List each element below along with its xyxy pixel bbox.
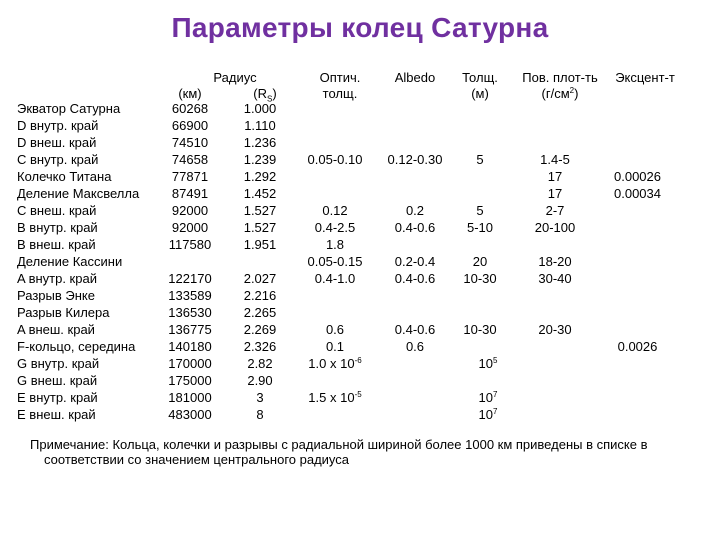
cell-rs: 2.82 — [247, 356, 273, 371]
cell-km: 175000 — [168, 373, 212, 388]
header-density-1: Пов. плот-ть — [522, 70, 598, 85]
cell-ecc: 0.0026 — [617, 339, 658, 354]
cell-sigma: 18-20 — [538, 254, 572, 269]
cell-km: 133589 — [168, 288, 212, 303]
cell-km: 136775 — [168, 322, 212, 337]
cell-thick: 10-30 — [463, 271, 497, 286]
cell-rs: 2.216 — [243, 288, 277, 303]
cell-km: 74658 — [171, 152, 209, 167]
cell-tau: 0.4-1.0 — [314, 271, 356, 286]
cell-rs: 1.239 — [243, 152, 277, 167]
cell-rs: 1.527 — [243, 203, 277, 218]
cell-albedo: 0.6 — [405, 339, 425, 354]
cell-name: Разрыв Энке — [17, 288, 95, 303]
cell-rs: 1.527 — [243, 220, 277, 235]
cell-tau: 0.12 — [322, 203, 348, 218]
cell-name: Деление Максвелла — [17, 186, 140, 201]
cell-ecc: 0.00026 — [614, 169, 661, 184]
cell-thick: $10^7$ — [478, 407, 498, 422]
cell-name: C внутр. край — [17, 152, 99, 167]
cell-thick: 5 — [476, 203, 484, 218]
cell-sigma: 17 — [547, 186, 563, 201]
header-albedo: Albedo — [394, 70, 436, 85]
cell-km: 140180 — [168, 339, 212, 354]
cell-name: Колечко Титана — [17, 169, 112, 184]
cell-tau: 1.5 x $10^{-5}$ — [308, 390, 362, 405]
cell-rs: 1.110 — [244, 118, 276, 133]
cell-name: F-кольцо, середина — [17, 339, 136, 354]
cell-tau: 0.05-0.10 — [307, 152, 363, 167]
cell-km: 92000 — [171, 203, 209, 218]
cell-name: Деление Кассини — [17, 254, 123, 269]
cell-name: G внеш. край — [17, 373, 98, 388]
cell-rs: 1.236 — [243, 135, 277, 150]
header-thickness-2: (м) — [471, 86, 489, 101]
cell-name: A внеш. край — [17, 322, 95, 337]
cell-rs: 8 — [256, 407, 264, 422]
cell-km: 122170 — [168, 271, 212, 286]
header-eccentricity: Эксцент-т — [615, 70, 675, 85]
cell-albedo: 0.4-0.6 — [394, 271, 436, 286]
cell-sigma: 1.4-5 — [540, 152, 570, 167]
cell-name: Разрыв Килера — [17, 305, 110, 320]
cell-name: E внеш. край — [17, 407, 96, 422]
cell-albedo: 0.4-0.6 — [394, 322, 436, 337]
cell-thick: 5 — [476, 152, 484, 167]
cell-tau: 1.8 — [325, 237, 345, 252]
cell-name: C внеш. край — [17, 203, 97, 218]
cell-km: 66900 — [171, 118, 209, 133]
cell-thick: $10^7$ — [478, 390, 498, 405]
cell-rs: 2.265 — [243, 305, 277, 320]
cell-rs: 2.326 — [243, 339, 277, 354]
cell-km: 74510 — [171, 135, 209, 150]
cell-rs: 2.027 — [243, 271, 277, 286]
cell-albedo: 0.4-0.6 — [394, 220, 436, 235]
footnote: Примечание: Кольца, колечки и разрывы с радиальной шириной более 1000 км приведены в списке в соответствии со значением центрального радиуса — [30, 437, 648, 467]
cell-km: 117580 — [168, 237, 212, 252]
cell-rs: 1.452 — [243, 186, 277, 201]
cell-name: D внеш. край — [17, 135, 97, 150]
cell-km: 77871 — [171, 169, 209, 184]
header-thickness-1: Толщ. — [462, 70, 498, 85]
cell-albedo: 0.2 — [405, 203, 425, 218]
cell-tau: 0.4-2.5 — [314, 220, 356, 235]
cell-km: 483000 — [168, 407, 212, 422]
cell-thick: 20 — [472, 254, 488, 269]
cell-km: 136530 — [168, 305, 212, 320]
header-rs: $(R_S)$ — [253, 86, 277, 104]
cell-albedo: 0.2-0.4 — [394, 254, 436, 269]
cell-rs: 1.951 — [243, 237, 277, 252]
header-km: (км) — [178, 86, 202, 101]
cell-thick: 10-30 — [463, 322, 497, 337]
cell-rs: 1.000 — [243, 101, 277, 116]
page-title: Параметры колец Сатурна — [171, 12, 549, 43]
cell-ecc: 0.00034 — [614, 186, 661, 201]
cell-sigma: 30-40 — [538, 271, 572, 286]
cell-name: B внутр. край — [17, 220, 98, 235]
cell-name: Экватор Сатурна — [17, 101, 121, 116]
cell-sigma: 20-100 — [534, 220, 576, 235]
cell-tau: 1.0 x $10^{-6}$ — [308, 356, 362, 371]
cell-rs: 2.269 — [243, 322, 277, 337]
cell-rs: 1.292 — [243, 169, 277, 184]
cell-thick: 5-10 — [466, 220, 494, 235]
cell-albedo: 0.12-0.30 — [387, 152, 443, 167]
header-density-2: $(г/см^2)$ — [541, 86, 579, 101]
cell-name: G внутр. край — [17, 356, 100, 371]
cell-name: A внутр. край — [17, 271, 97, 286]
cell-sigma: 17 — [547, 169, 563, 184]
cell-sigma: 2-7 — [545, 203, 565, 218]
header-optical-1: Оптич. — [319, 70, 361, 85]
cell-thick: $10^5$ — [478, 356, 498, 371]
cell-tau: 0.05-0.15 — [307, 254, 363, 269]
cell-name: D внутр. край — [17, 118, 99, 133]
cell-sigma: 20-30 — [538, 322, 572, 337]
cell-km: 181000 — [168, 390, 212, 405]
cell-km: 170000 — [168, 356, 212, 371]
cell-rs: 2.90 — [247, 373, 273, 388]
cell-km: 87491 — [171, 186, 209, 201]
header-optical-2: толщ. — [322, 86, 358, 101]
cell-rs: 3 — [256, 390, 264, 405]
cell-name: B внеш. край — [17, 237, 96, 252]
cell-tau: 0.1 — [325, 339, 345, 354]
cell-km: 60268 — [171, 101, 209, 116]
header-radius: Радиус — [213, 70, 257, 85]
cell-tau: 0.6 — [325, 322, 345, 337]
cell-km: 92000 — [171, 220, 209, 235]
cell-name: E внутр. край — [17, 390, 98, 405]
